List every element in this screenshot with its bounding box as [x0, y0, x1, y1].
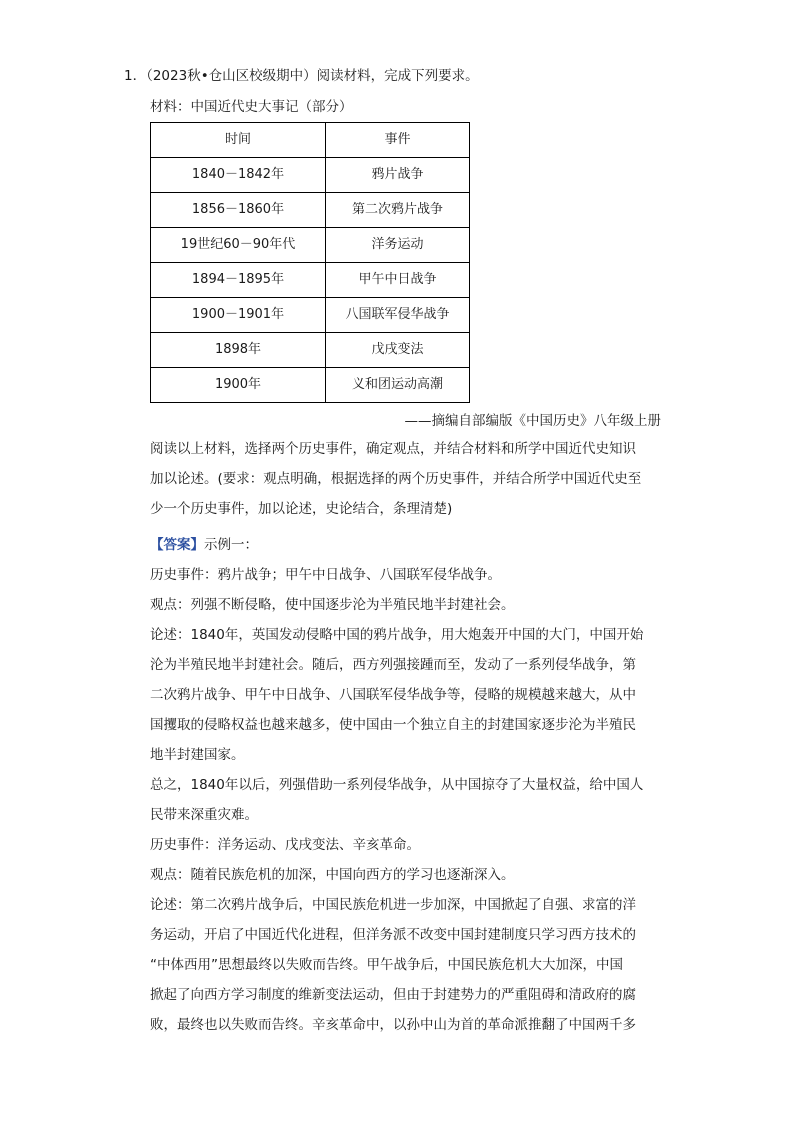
cell-event: 八国联军侵华战争 — [326, 298, 470, 333]
table-row — [151, 193, 470, 228]
answer-intro: 示例一： — [204, 537, 258, 553]
material-title: 材料：中国近代史大事记（部分） — [150, 99, 353, 115]
cell-event: 洋务运动 — [326, 228, 470, 263]
header-event: 事件 — [326, 123, 470, 158]
answer-section — [150, 530, 662, 1040]
cell-event: 义和团运动高潮 — [326, 368, 470, 403]
answer-line: 民带来深重灾难。 — [150, 807, 258, 823]
instruction-line: 加以论述。(要求：观点明确，根据选择的两个历史事件，并结合所学中国近代史至 — [150, 471, 642, 487]
cell-event: 第二次鸦片战争 — [326, 193, 470, 228]
cell-time: 1900年 — [151, 368, 326, 403]
table-row — [151, 263, 470, 298]
answer-line: 务运动，开启了中国近代化进程，但洋务派不改变中国封建制度只学习西方技术的 — [150, 927, 636, 943]
table-row — [151, 158, 470, 193]
question-prompt: 阅读材料，完成下列要求。 — [316, 68, 479, 84]
cell-event: 戊戌变法 — [326, 333, 470, 368]
answer-line: 国攫取的侵略权益也越来越多，使中国由一个独立自主的封建国家逐步沦为半殖民 — [150, 717, 636, 733]
table-row — [151, 333, 470, 368]
answer-line: 败，最终也以失败而告终。辛亥革命中，以孙中山为首的革命派推翻了中国两千多 — [150, 1017, 636, 1033]
answer-heading — [150, 530, 662, 560]
answer-tag: 【答案】 — [150, 537, 204, 553]
citation: ——摘编自部编版《中国历史》八年级上册 — [404, 413, 661, 429]
answer-line: 历史事件：鸦片战争；甲午中日战争、八国联军侵华战争。 — [150, 567, 501, 583]
answer-line: 论述：1840年，英国发动侵略中国的鸦片战争，用大炮轰开中国的大门，中国开始 — [150, 627, 644, 643]
answer-line: 论述：第二次鸦片战争后，中国民族危机进一步加深，中国掀起了自强、求富的洋 — [150, 897, 636, 913]
instruction-line: 阅读以上材料，选择两个历史事件，确定观点，并结合材料和所学中国近代史知识 — [150, 441, 636, 457]
answer-line: 观点：列强不断侵略，使中国逐步沦为半殖民地半封建社会。 — [150, 597, 515, 613]
question-header — [124, 65, 479, 87]
cell-time: 1894－1895年 — [151, 263, 326, 298]
table-header-row — [151, 123, 470, 158]
answer-line: 地半封建国家。 — [150, 747, 245, 763]
answer-line: “中体西用”思想最终以失败而告终。甲午战争后，中国民族危机大大加深，中国 — [150, 957, 623, 973]
instructions — [150, 434, 662, 524]
cell-event: 鸦片战争 — [326, 158, 470, 193]
answer-line: 观点：随着民族危机的加深，中国向西方的学习也逐渐深入。 — [150, 867, 515, 883]
question-number: 1． — [124, 68, 147, 84]
table-row — [151, 298, 470, 333]
answer-line: 沦为半殖民地半封建社会。随后，西方列强接踵而至，发动了一系列侵华战争，第 — [150, 657, 636, 673]
instruction-line: 少一个历史事件，加以论述，史论结合，条理清楚) — [150, 501, 453, 517]
cell-time: 1856－1860年 — [151, 193, 326, 228]
answer-line: 历史事件：洋务运动、戊戌变法、辛亥革命。 — [150, 837, 420, 853]
question-source: （2023秋•仓山区校级期中） — [146, 68, 317, 84]
answer-line: 总之，1840年以后，列强借助一系列侵华战争，从中国掠夺了大量权益，给中国人 — [150, 777, 644, 793]
events-table — [150, 122, 470, 403]
cell-event: 甲午中日战争 — [326, 263, 470, 298]
answer-line: 二次鸦片战争、甲午中日战争、八国联军侵华战争等，侵略的规模越来越大，从中 — [150, 687, 636, 703]
table-row — [151, 368, 470, 403]
table-row — [151, 228, 470, 263]
cell-time: 1900－1901年 — [151, 298, 326, 333]
header-time: 时间 — [151, 123, 326, 158]
cell-time: 19世纪60－90年代 — [151, 228, 326, 263]
cell-time: 1898年 — [151, 333, 326, 368]
answer-line: 掀起了向西方学习制度的维新变法运动，但由于封建势力的严重阻碍和清政府的腐 — [150, 987, 636, 1003]
cell-time: 1840－1842年 — [151, 158, 326, 193]
